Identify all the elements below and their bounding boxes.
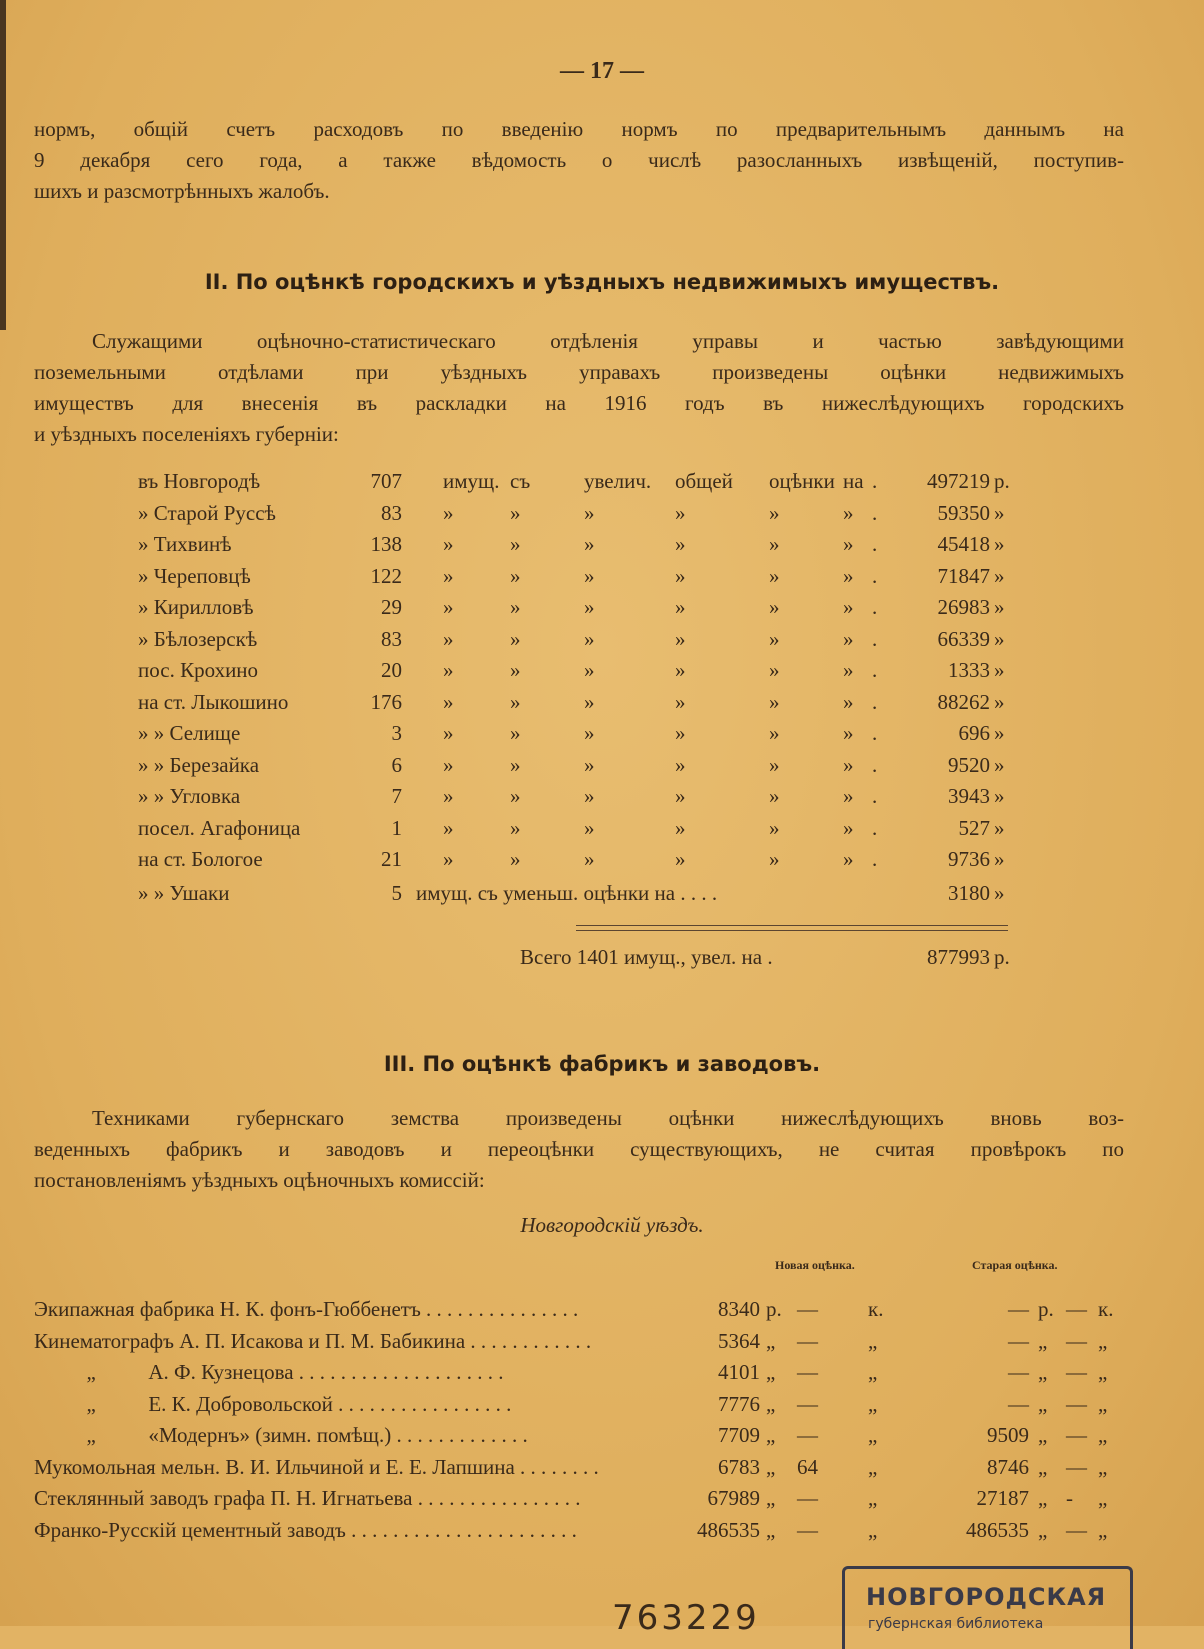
old-kop-mark: „ — [1098, 1517, 1108, 1542]
total-rule — [576, 925, 1008, 926]
leader-dot: . — [872, 532, 878, 556]
factory-row — [0, 1392, 1204, 1424]
place-name: пос. Крохино — [138, 658, 259, 682]
unit: р. — [994, 469, 1010, 493]
old-valuation: — — [1008, 1297, 1029, 1321]
property-count: 83 — [381, 500, 402, 525]
ditto-mark: » — [675, 847, 686, 871]
table-row — [0, 595, 1204, 627]
unit: » — [994, 815, 1005, 840]
property-count: 20 — [381, 658, 402, 682]
section2-line: поземельными отдѣлами при уѣздныхъ управахъ произведены оцѣнки недвижимыхъ — [34, 360, 1124, 384]
factory-row — [0, 1329, 1204, 1361]
leader-dot: . — [872, 752, 878, 777]
factory-row — [0, 1360, 1204, 1392]
new-kop-mark: к. — [868, 1297, 884, 1321]
old-rub-mark: р. — [1038, 1297, 1054, 1321]
section2-paragraph — [34, 326, 1124, 450]
section3-line: Техниками губернскаго земства произведены оцѣнки нижеслѣдующихъ вновь воз- — [92, 1106, 1124, 1130]
ditto-mark: » — [443, 784, 454, 808]
ditto-mark: » — [769, 721, 780, 745]
table-row — [0, 784, 1204, 816]
section2-line: Служащими оцѣночно-статистическаго отдѣленія управы и частью завѣдующими — [92, 329, 1124, 353]
factory-name: „ А. Ф. Кузнецова . . . . . . . . . . . . . . . . . . . . — [34, 1360, 504, 1384]
old-kop-mark: к. — [1098, 1297, 1114, 1321]
total-unit: р. — [994, 945, 1010, 969]
leader-dot: . — [872, 815, 878, 840]
ditto-mark: » — [843, 752, 854, 777]
section3-line: веденныхъ фабрикъ и заводовъ и переоцѣнки существующихъ, не считая провѣрокъ по — [34, 1137, 1124, 1161]
unit: » — [994, 658, 1005, 682]
factory-name: „ «Модернъ» (зимн. помѣщ.) . . . . . . . . . . . . . — [34, 1423, 528, 1447]
page-number: — 17 — — [560, 58, 644, 84]
old-valuation: 486535 — [966, 1517, 1029, 1542]
place-name: » » Угловка — [138, 784, 241, 808]
unit: » — [994, 721, 1005, 745]
ditto-mark: » — [443, 563, 454, 588]
ditto-mark: » — [584, 563, 595, 588]
ditto-mark: » — [843, 847, 854, 871]
property-count: 83 — [381, 626, 402, 651]
ditto-mark: » — [584, 847, 595, 871]
old-valuation: — — [1008, 1328, 1029, 1353]
leader-dot: . — [872, 721, 878, 745]
new-valuation: 67989 — [707, 1486, 760, 1510]
new-rub-mark: „ — [766, 1328, 776, 1353]
amount: 88262 — [937, 689, 990, 714]
stamp-subtext: губернская библиотека — [868, 1616, 1044, 1632]
ditto-mark: » — [510, 658, 521, 682]
old-valuation: 9509 — [987, 1423, 1029, 1447]
place-name: на ст. Бологое — [138, 847, 263, 871]
old-rub-mark: „ — [1038, 1360, 1048, 1384]
unit: » — [994, 881, 1005, 905]
amount: 9736 — [948, 847, 990, 871]
table-row — [0, 847, 1204, 879]
unit: » — [994, 500, 1005, 525]
table-row — [0, 816, 1204, 848]
table-row — [0, 753, 1204, 785]
place-name: » Бѣлозерскѣ — [138, 626, 258, 651]
new-kop-mark: „ — [868, 1517, 878, 1542]
intro-line: шихъ и разсмотрѣнныхъ жалобъ. — [34, 179, 330, 203]
place-name: » Череповцѣ — [138, 563, 251, 588]
new-kop-mark: „ — [868, 1423, 878, 1447]
property-count: 7 — [391, 784, 402, 808]
ditto-mark: » — [843, 658, 854, 682]
leader-dot: . — [872, 500, 878, 525]
ditto-mark: » — [510, 626, 521, 651]
new-valuation: 486535 — [697, 1517, 760, 1542]
ditto-mark: » — [510, 595, 521, 619]
property-count: 21 — [381, 847, 402, 871]
ditto-mark: » — [443, 595, 454, 619]
intro-line: нормъ, общiй счетъ расходовъ по введенiю нормъ по предварительнымъ даннымъ на — [34, 117, 1124, 141]
ditto-mark: » — [843, 563, 854, 588]
ditto-mark: » — [675, 532, 686, 556]
old-rub-mark: „ — [1038, 1517, 1048, 1542]
property-count: 1 — [391, 815, 402, 840]
new-kop-mark: „ — [868, 1391, 878, 1416]
ditto-mark: » — [769, 752, 780, 777]
place-name: » » Селище — [138, 721, 241, 745]
ditto-mark: » — [510, 689, 521, 714]
old-kop-value: — — [1066, 1517, 1087, 1542]
ditto-mark: » — [510, 532, 521, 556]
ditto-mark: » — [675, 689, 686, 714]
new-kop-value: — — [797, 1328, 818, 1353]
amount: 497219 — [927, 469, 990, 493]
new-valuation: 8340 — [718, 1297, 760, 1321]
ditto-mark: » — [443, 500, 454, 525]
total-row — [0, 945, 1204, 977]
ditto-mark: » — [584, 658, 595, 682]
factory-name: Франко-Русскiй цементный заводъ . . . . . . . . . . . . . . . . . . . . . . — [34, 1517, 577, 1542]
ditto-mark: » — [769, 784, 780, 808]
amount: 696 — [958, 721, 990, 745]
ditto-mark: » — [843, 532, 854, 556]
new-kop-mark: „ — [868, 1360, 878, 1384]
ditto-mark: » — [675, 752, 686, 777]
property-count: 5 — [391, 881, 402, 905]
ditto-mark: » — [675, 563, 686, 588]
new-rub-mark: „ — [766, 1454, 776, 1479]
new-rub-mark: „ — [766, 1486, 776, 1510]
factory-row — [0, 1486, 1204, 1518]
unit: » — [994, 784, 1005, 808]
factory-name: „ Е. К. Добровольской . . . . . . . . . . . . . . . . . — [34, 1391, 512, 1416]
amount: 527 — [958, 815, 990, 840]
ditto-mark: » — [769, 847, 780, 871]
old-kop-mark: „ — [1098, 1454, 1108, 1479]
ditto-mark: » — [584, 815, 595, 840]
intro-line: 9 декабря сего года, а также вѣдомость о числѣ разосланныхъ извѣщенiй, поступив- — [34, 148, 1124, 172]
place-name: посел. Агафоница — [138, 815, 301, 840]
old-kop-value: - — [1066, 1486, 1073, 1510]
old-rub-mark: „ — [1038, 1423, 1048, 1447]
factory-row — [0, 1297, 1204, 1329]
ditto-mark: » — [769, 563, 780, 588]
new-kop-value: — — [797, 1360, 818, 1384]
total-amount: 877993 — [927, 945, 990, 969]
old-rub-mark: „ — [1038, 1486, 1048, 1510]
unit: » — [994, 532, 1005, 556]
ditto-mark: » — [584, 721, 595, 745]
ditto-mark: » — [843, 626, 854, 651]
property-count: 176 — [370, 689, 402, 714]
column-header-new: Новая оцѣнка. — [775, 1258, 855, 1272]
ditto-mark: » — [769, 626, 780, 651]
section3-line: постановленіямъ уѣздныхъ оцѣночныхъ комиссій: — [34, 1168, 485, 1192]
factory-name: Стеклянный заводъ графа П. Н. Игнатьева . . . . . . . . . . . . . . . . — [34, 1486, 581, 1510]
table-row — [0, 564, 1204, 596]
table-row — [0, 658, 1204, 690]
new-valuation: 6783 — [718, 1454, 760, 1479]
old-valuation: — — [1008, 1391, 1029, 1416]
leader-dot: . — [872, 784, 878, 808]
ditto-mark: » — [584, 500, 595, 525]
leader-dot: . — [872, 689, 878, 714]
ditto-mark: » — [443, 626, 454, 651]
amount: 3943 — [948, 784, 990, 808]
factory-row — [0, 1423, 1204, 1455]
ditto-mark: » — [675, 721, 686, 745]
old-kop-value: — — [1066, 1360, 1087, 1384]
ditto-mark: » — [443, 752, 454, 777]
ditto-mark: » — [769, 595, 780, 619]
inventory-number: 763229 — [612, 1598, 760, 1638]
new-kop-mark: „ — [868, 1454, 878, 1479]
ditto-mark: » — [675, 815, 686, 840]
property-count: 707 — [370, 469, 402, 493]
ditto-mark: на — [843, 469, 864, 493]
ditto-mark: » — [843, 500, 854, 525]
leader-dot: . — [872, 626, 878, 651]
ditto-mark: » — [584, 784, 595, 808]
old-kop-mark: „ — [1098, 1328, 1108, 1353]
ditto-mark: имущ. — [443, 469, 500, 493]
section3-paragraph — [34, 1103, 1124, 1196]
ditto-mark: » — [510, 500, 521, 525]
ditto-mark: » — [510, 784, 521, 808]
ditto-mark: » — [769, 658, 780, 682]
old-kop-value: — — [1066, 1391, 1087, 1416]
new-kop-value: 64 — [797, 1454, 818, 1479]
new-kop-value: — — [797, 1423, 818, 1447]
section3-heading: III. По оцѣнкѣ фабрикъ и заводовъ. — [383, 1052, 821, 1076]
section2-line: и уѣздныхъ поселеніяхъ губерніи: — [34, 422, 339, 446]
old-valuation: — — [1008, 1360, 1029, 1384]
factory-name: Экипажная фабрика Н. К. фонъ-Гюббенетъ . . . . . . . . . . . . . . . — [34, 1297, 579, 1321]
ditto-mark: » — [769, 815, 780, 840]
old-valuation: 8746 — [987, 1454, 1029, 1479]
amount: 66339 — [937, 626, 990, 651]
factory-name: Кинематографъ А. П. Исакова и П. М. Бабикина . . . . . . . . . . . . — [34, 1328, 592, 1353]
ditto-mark: » — [675, 658, 686, 682]
table-row — [0, 501, 1204, 533]
factory-name: Мукомольная мельн. В. И. Ильчиной и Е. Е. Лапшина . . . . . . . . — [34, 1454, 599, 1479]
amount: 59350 — [937, 500, 990, 525]
old-kop-value: — — [1066, 1454, 1087, 1479]
ditto-mark: » — [443, 847, 454, 871]
property-count: 29 — [381, 595, 402, 619]
unit: » — [994, 847, 1005, 871]
table-row-last — [0, 881, 1204, 913]
unit: » — [994, 626, 1005, 651]
amount: 45418 — [937, 532, 990, 556]
old-rub-mark: „ — [1038, 1391, 1048, 1416]
ditto-mark: » — [584, 689, 595, 714]
new-rub-mark: р. — [766, 1297, 782, 1321]
amount: 3180 — [948, 881, 990, 905]
ditto-mark: » — [584, 752, 595, 777]
ditto-mark: » — [443, 689, 454, 714]
table-row — [0, 721, 1204, 753]
new-kop-value: — — [797, 1297, 818, 1321]
ditto-mark: » — [443, 721, 454, 745]
leader-dot: . — [872, 847, 878, 871]
property-count: 122 — [370, 563, 402, 588]
old-rub-mark: „ — [1038, 1454, 1048, 1479]
ditto-mark: » — [769, 689, 780, 714]
property-count: 138 — [370, 532, 402, 556]
unit: » — [994, 689, 1005, 714]
place-name: » Кирилловѣ — [138, 595, 254, 619]
new-valuation: 5364 — [718, 1328, 760, 1353]
ditto-mark: » — [843, 784, 854, 808]
amount: 26983 — [937, 595, 990, 619]
leader-dot: . — [872, 658, 878, 682]
ditto-mark: » — [443, 658, 454, 682]
old-kop-mark: „ — [1098, 1423, 1108, 1447]
old-kop-value: — — [1066, 1328, 1087, 1353]
district-subtitle: Новгородскiй уѣздъ. — [520, 1213, 704, 1237]
old-kop-value: — — [1066, 1423, 1087, 1447]
ditto-mark: » — [443, 532, 454, 556]
unit: » — [994, 563, 1005, 588]
ditto-mark: » — [675, 500, 686, 525]
ditto-mark: » — [843, 689, 854, 714]
new-valuation: 7776 — [718, 1391, 760, 1416]
place-name: въ Новгородѣ — [138, 469, 261, 493]
total-rule — [576, 930, 1008, 931]
table-row — [0, 469, 1204, 501]
factory-row — [0, 1455, 1204, 1487]
section2-heading: II. По оцѣнкѣ городскихъ и уѣздныхъ недвижимыхъ имуществъ. — [204, 270, 1000, 294]
new-kop-value: — — [797, 1391, 818, 1416]
ditto-mark: » — [584, 595, 595, 619]
new-rub-mark: „ — [766, 1360, 776, 1384]
leader-dot: . — [872, 595, 878, 619]
new-rub-mark: „ — [766, 1391, 776, 1416]
table-row — [0, 532, 1204, 564]
old-valuation: 27187 — [976, 1486, 1029, 1510]
stamp-text: НОВГОРОДСКАЯ — [866, 1583, 1107, 1611]
ditto-mark: увелич. — [584, 469, 652, 493]
ditto-mark: » — [769, 500, 780, 525]
ditto-mark: » — [675, 595, 686, 619]
place-name: на ст. Лыкошино — [138, 689, 289, 714]
place-name: » Старой Руссѣ — [138, 500, 276, 525]
property-count: 6 — [391, 752, 402, 777]
ditto-mark: » — [769, 532, 780, 556]
intro-paragraph — [34, 114, 1124, 207]
table-row — [0, 690, 1204, 722]
ditto-mark: » — [675, 784, 686, 808]
new-rub-mark: „ — [766, 1423, 776, 1447]
factory-row — [0, 1518, 1204, 1550]
ditto-mark: » — [843, 595, 854, 619]
ditto-mark: » — [584, 532, 595, 556]
ditto-mark: » — [443, 815, 454, 840]
new-rub-mark: „ — [766, 1517, 776, 1542]
ditto-mark: » — [843, 721, 854, 745]
row-description: имущ. съ уменьш. оцѣнки на . . . . — [416, 881, 718, 905]
total-label: Всего 1401 имущ., увел. на . — [520, 945, 773, 969]
new-kop-mark: „ — [868, 1486, 878, 1510]
leader-dot: . — [872, 563, 878, 588]
leader-dot: . — [872, 469, 878, 493]
ditto-mark: » — [510, 721, 521, 745]
ditto-mark: оцѣнки — [769, 469, 835, 493]
new-kop-value: — — [797, 1517, 818, 1542]
place-name: » Тихвинѣ — [138, 532, 232, 556]
old-rub-mark: „ — [1038, 1328, 1048, 1353]
property-count: 3 — [391, 721, 402, 745]
new-valuation: 7709 — [718, 1423, 760, 1447]
old-kop-mark: „ — [1098, 1391, 1108, 1416]
ditto-mark: » — [510, 847, 521, 871]
ditto-mark: » — [510, 815, 521, 840]
ditto-mark: съ — [510, 469, 531, 493]
ditto-mark: общей — [675, 469, 733, 493]
column-header-old: Старая оцѣнка. — [972, 1258, 1058, 1272]
old-kop-value: — — [1066, 1297, 1087, 1321]
new-kop-value: — — [797, 1486, 818, 1510]
ditto-mark: » — [584, 626, 595, 651]
new-kop-mark: „ — [868, 1328, 878, 1353]
unit: » — [994, 752, 1005, 777]
place-name: » » Ушаки — [138, 881, 230, 905]
ditto-mark: » — [675, 626, 686, 651]
amount: 9520 — [948, 752, 990, 777]
ditto-mark: » — [510, 563, 521, 588]
amount: 1333 — [948, 658, 990, 682]
amount: 71847 — [937, 563, 990, 588]
place-name: » » Березайка — [138, 752, 260, 777]
unit: » — [994, 595, 1005, 619]
section2-line: имуществъ для внесенія въ раскладки на 1916 годъ въ нижеслѣдующихъ городскихъ — [34, 391, 1124, 415]
ditto-mark: » — [510, 752, 521, 777]
old-kop-mark: „ — [1098, 1486, 1108, 1510]
table-row — [0, 627, 1204, 659]
ditto-mark: » — [843, 815, 854, 840]
new-valuation: 4101 — [718, 1360, 760, 1384]
old-kop-mark: „ — [1098, 1360, 1108, 1384]
